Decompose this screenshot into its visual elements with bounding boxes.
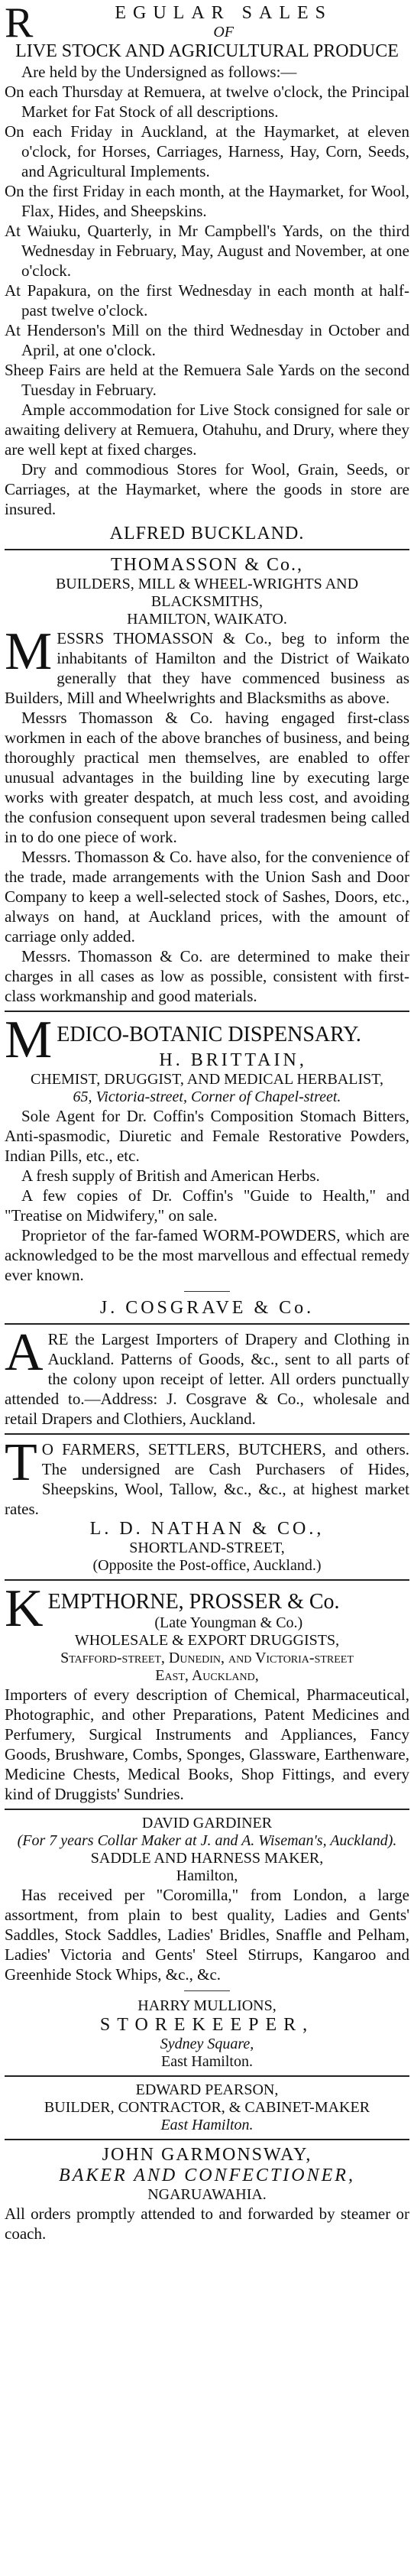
ad-trade: STOREKEEPER,	[99, 2015, 315, 2035]
ad-opposite: (Opposite the Post-office, Auckland.)	[92, 1557, 322, 1574]
ad-paragraph: Sole Agent for Dr. Coffin's Composition Stomach Bitters, Anti-spasmodic, Diuretic and Female Restorative Powders, Indian Pills, etc., etc.	[5, 1107, 409, 1165]
ad-location: NGARUAWAHIA.	[147, 2186, 267, 2203]
ad-paragraph: A fresh supply of British and American Herbs.	[21, 1166, 320, 1185]
ad-thomasson	[5, 555, 409, 1006]
drop-cap: M	[5, 622, 53, 681]
ad-regular-sales	[5, 0, 409, 544]
ad-note: (For 7 years Collar Maker at J. and A. Wiseman's, Auckland).	[17, 1832, 397, 1849]
ad-pearson	[5, 2081, 409, 2134]
divider	[5, 1011, 409, 1012]
ad-title: EGULAR SALES	[115, 3, 333, 23]
ad-streets: Stafford-street, Dunedin, and Victoria-street	[60, 1650, 354, 1666]
ad-trade: SADDLE AND HARNESS MAKER,	[90, 1850, 324, 1867]
ad-paragraph-text: O FARMERS, SETTLERS, BUTCHERS, and others. The undersigned are Cash Purchasers of Hides, Sheepskins, Wool, Tallow, &c., &c., at highest market rates.	[5, 1440, 409, 1518]
ad-trade: WHOLESALE & EXPORT DRUGGISTS,	[74, 1632, 340, 1649]
drop-cap: M	[5, 1011, 53, 1069]
ad-title: J. COSGRAVE & Co.	[99, 1298, 315, 1318]
ad-paragraph	[5, 622, 409, 708]
ad-title: EDICO-BOTANIC DISPENSARY.	[57, 1023, 361, 1046]
ad-location: East Hamilton.	[160, 2117, 254, 2133]
drop-cap: A	[5, 1323, 44, 1382]
ad-street: SHORTLAND-STREET,	[129, 1539, 285, 1556]
sale-item: On each Thursday at Remuera, at twelve o'clock, the Principal Market for Fat Stock of all descriptions.	[5, 83, 409, 121]
ad-name: DAVID GARDINER	[141, 1815, 273, 1831]
sale-item: On each Friday in Auckland, at the Haymarket, at eleven o'clock, for Horses, Carriages, Harness, Hay, Corn, Seeds, and Agricultural Implements.	[5, 122, 409, 180]
ad-location: East Hamilton.	[161, 2053, 253, 2070]
divider	[5, 549, 409, 550]
sale-item: At Waiuku, Quarterly, in Mr Campbell's Yards, on the third Wednesday in February, May, August and November, at one o'clock.	[5, 222, 409, 280]
ad-location: HAMILTON, WAIKATO.	[127, 611, 287, 628]
ad-paragraph: Importers of every description of Chemical, Pharmaceutical, Photographic, and other Preparations, Patent Medicines and Perfumery, Surgical Instruments and Appliances, Fancy Goods, Brushware, Combs, Sponges, Glassware, Earthenware, Medicine Chests, Medical Books, Shop Fittings, and every kind of Druggists' Sundries.	[5, 1685, 409, 1803]
ad-former: (Late Youngman & Co.)	[154, 1614, 303, 1631]
ad-paragraph: Messrs Thomasson & Co. having engaged first-class workmen in each of the above branches of business, and being thoroughly practical men themselves, are enabled to offer unusual advantages in the building line by executing large works with greater despatch, at much less cost, and avoiding the confusion consequent upon several tradesmen being called in to do one piece of work.	[5, 709, 409, 846]
ad-signature: ALFRED BUCKLAND.	[109, 524, 305, 543]
ad-city: East, Auckland,	[155, 1667, 259, 1684]
ad-subtitle: LIVE STOCK AND AGRICULTURAL PRODUCE	[15, 41, 399, 61]
newspaper-column	[5, 0, 409, 2243]
ad-address: 65, Victoria-street, Corner of Chapel-street.	[73, 1088, 341, 1105]
ad-intro: Are held by the Undersigned as follows:—	[21, 63, 297, 81]
ad-paragraph: Messrs. Thomasson & Co. have also, for the convenience of the trade, made arrangements with the Union Sash and Door Company to keep a well-selected stock of Sashes, Doors, etc., always on hand, at Auckland prices, with the amount of carriage only added.	[5, 848, 409, 946]
ad-paragraph: All orders promptly attended to and forwarded by steamer or coach.	[5, 2205, 409, 2243]
ad-paragraph: Proprietor of the far-famed WORM-POWDERS, which are acknowledged to be the most marvellous and effectual remedy ever known.	[5, 1226, 409, 1284]
sale-item: At Papakura, on the first Wednesday in each month at half-past twelve o'clock.	[5, 281, 409, 320]
ad-paragraph: Dry and commodious Stores for Wool, Grain, Seeds, or Carriages, at the Haymarket, where the goods in store are insured.	[5, 460, 409, 518]
ad-of: OF	[213, 24, 234, 41]
divider	[5, 2075, 409, 2077]
ad-garmonsway	[5, 2145, 409, 2243]
drop-cap: T	[5, 1433, 37, 1492]
ad-name: JOHN GARMONSWAY,	[102, 2145, 312, 2165]
ad-kempthorne	[5, 1579, 409, 1804]
drop-cap: K	[5, 1579, 44, 1638]
ad-trade: BAKER AND CONFECTIONER,	[59, 2166, 355, 2185]
ad-paragraph: Has received per "Coromilla," from London, a large assortment, from plain to best quality, Ladies and Gents' Saddles, Stock Saddles, Ladies' Bridles, Snaffle and Pelham, Ladies' Victoria and Gents' Steel Stirrups, Kangaroo and Greenhide Stock Whips, &c., &c.	[5, 1886, 409, 1984]
divider	[5, 1579, 409, 1581]
ad-name: H. BRITTAIN,	[159, 1050, 307, 1070]
ad-name: HARRY MULLIONS,	[137, 1997, 277, 2014]
sale-item: At Henderson's Mill on the third Wednesday in October and April, at one o'clock.	[5, 321, 409, 359]
divider	[5, 1809, 409, 1810]
ad-trade: CHEMIST, DRUGGIST, AND MEDICAL HERBALIST,	[30, 1071, 384, 1088]
ad-name: EDWARD PEARSON,	[135, 2081, 279, 2098]
ad-name: L. D. NATHAN & CO.,	[89, 1519, 325, 1539]
divider	[184, 1990, 230, 1991]
ad-paragraph	[5, 1433, 409, 1519]
ad-square: Sydney Square,	[160, 2036, 254, 2052]
ad-paragraph: Messrs. Thomasson & Co. are determined to make their charges in all cases as low as possible, consistent with first-class workmanship and good materials.	[5, 947, 409, 1005]
divider	[184, 1291, 230, 1292]
divider	[5, 2139, 409, 2140]
ad-trade: BUILDER, CONTRACTOR, & CABINET-MAKER	[44, 2099, 370, 2116]
ad-gardiner	[5, 1815, 409, 1984]
ad-cosgrave	[5, 1298, 409, 1429]
ad-paragraph-text: RE the Largest Importers of Drapery and Clothing in Auckland. Patterns of Goods, &c., sent to all parts of the colony upon receipt of letter. All orders punctually attended to.—Address: J. Cosgrave & Co., wholesale and retail Drapers and Clothiers, Auckland.	[5, 1330, 409, 1428]
ad-title: THOMASSON & Co.,	[110, 555, 304, 575]
divider	[5, 1323, 409, 1325]
drop-cap: R	[5, 0, 34, 47]
ad-paragraph: A few copies of Dr. Coffin's "Guide to Health," and "Treatise on Midwifery," on sale.	[5, 1186, 409, 1225]
ad-trade: BUILDERS, MILL & WHEEL-WRIGHTS AND BLACKSMITHS,	[55, 576, 359, 610]
ad-nathan	[5, 1433, 409, 1575]
ad-mullions	[5, 1997, 409, 2071]
ad-paragraph	[5, 1323, 409, 1429]
ad-paragraph: Ample accommodation for Live Stock consigned for sale or awaiting delivery at Remuera, Otahuhu, and Drury, where they are well kept at fixed charges.	[5, 401, 409, 459]
ad-title: EMPTHORNE, PROSSER & Co.	[47, 1590, 340, 1614]
divider	[5, 1433, 409, 1435]
ad-paragraph-text: ESSRS THOMASSON & Co., beg to inform the inhabitants of Hamilton and the District of Waikato generally that they have commenced business as Builders, Mill and Wheelwrights and Blacksmiths as above.	[5, 629, 409, 707]
sale-item: On the first Friday in each month, at the Haymarket, for Wool, Flax, Hides, and Sheepskins.	[5, 182, 409, 220]
sale-item: Sheep Fairs are held at the Remuera Sale Yards on the second Tuesday in February.	[5, 361, 409, 399]
ad-medico-botanic	[5, 1011, 409, 1285]
ad-location: Hamilton,	[176, 1867, 238, 1884]
